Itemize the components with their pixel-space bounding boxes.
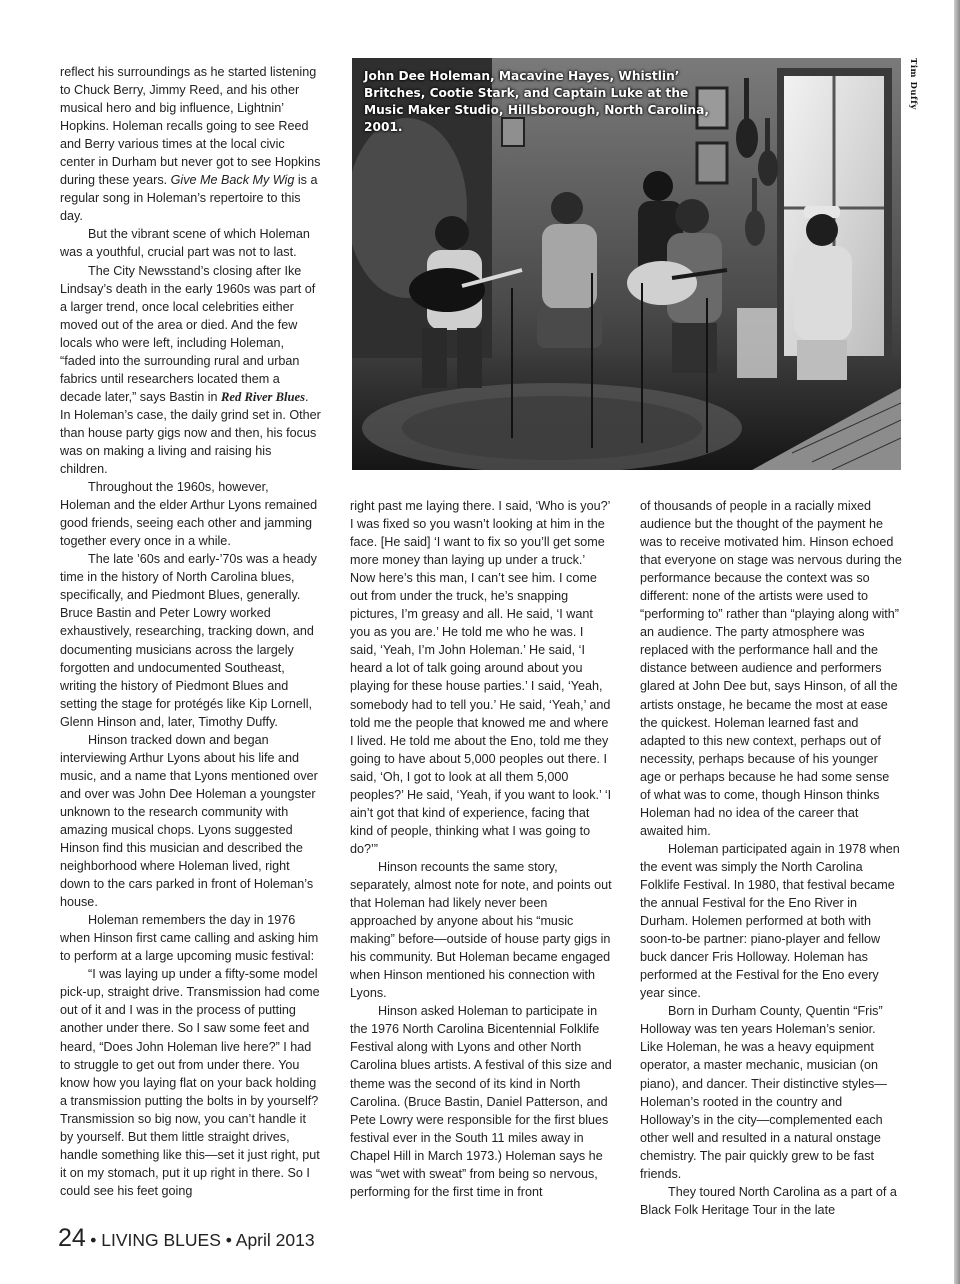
text-run: reflect his surroundings as he started listening to Chuck Berry, Jimmy Reed, and his other musical hero and big influence, Lightnin’ Hopkins. Holeman recalls going to see Reed and Berry various times at the local civic center in Durham but never got to see Hopkins during these years.: [60, 65, 321, 188]
text-column-1: [60, 63, 322, 1200]
paragraph: Hinson tracked down and began interviewing Arthur Lyons about his life and music, and a name that Lyons mentioned over and over was John Dee Holeman a youngster unknown to the research community with amazing musical chops. Lyons suggested Hinson find this musician and described the neighborhood where Holeman lived, right down to the cars parked in front of Holeman’s house.: [60, 732, 318, 910]
text-run: is a regular song in Holeman’s repertoire to this day.: [60, 173, 318, 224]
page-footer: [58, 1224, 315, 1253]
text-run: The City Newsstand’s closing after Ike Lindsay’s death in the early 1960s was part of a larger trend, once local celebrities either moved out of the area or died. And the few locals who were left, including Holeman, “faded into the surrounding rural and urban fabrics until researchers located them a decade later,” says Bastin in: [60, 263, 316, 404]
paragraph: Throughout the 1960s, however, Holeman and the elder Arthur Lyons remained good friends, seeing each other and jamming together every once in a while.: [60, 480, 318, 549]
paragraph: But the vibrant scene of which Holeman was a youthful, crucial part was not to last.: [60, 227, 310, 260]
paragraph: Holeman participated again in 1978 when the event was simply the North Carolina Folklife Festival. In 1980, that festival became the annual Festival for the Eno River in Durham. Holemen performed at both with soon-to-be partner: piano-player and fellow buck dancer Fris Holloway. Holeman has performed at the Festival for the Eno every year since.: [640, 841, 900, 1001]
photo-credit: Tim Duffy: [908, 58, 918, 110]
page-edge-shadow: [954, 0, 960, 1284]
paragraph: of thousands of people in a racially mixed audience but the thought of the payment he was to receive motivated him. Hinson echoed that everyone on stage was nervous during the performance because the context was so different: none of the artists were used to “performing to” rather than “playing along with” an audience. The party atmosphere was replaced with the performance hall and the distance between audience and performers glared at John Dee but, says Hinson, of all the artists onstage, he became the most at ease the quickest. Holeman learned fast and adapted to this new context, perhaps out of necessity, perhaps because of his younger age or perhaps because he had some sense of what was to come, though Hinson thinks Holeman had no idea of the career that awaited him.: [640, 499, 902, 838]
page-number: 24: [58, 1224, 86, 1252]
text-column-3: [640, 497, 902, 1219]
paragraph: They toured North Carolina as a part of a Black Folk Heritage Tour in the late: [640, 1184, 897, 1217]
paragraph: The late ’60s and early-’70s was a heady time in the history of North Carolina blues, specifically, and Piedmont Blues, generally. Bruce Bastin and Peter Lowry worked exhaustively, researching, tracking down, and documenting musicians across the largely forgotten and undocumented Southeast, writing the history of Piedmont Blues and setting the stage for protégés like Kip Lornell, Glenn Hinson and, later, Timothy Duffy.: [60, 552, 317, 729]
paragraph: Holeman remembers the day in 1976 when Hinson first came calling and asking him to perform at a large upcoming music festival:: [60, 913, 319, 964]
book-title: Red River Blues: [221, 389, 305, 404]
photo-caption: John Dee Holeman, Macavine Hayes, Whistlin’ Britches, Cootie Stark, and Captain Luke at the Music Maker Studio, Hillsborough, North Carolina, 2001.: [364, 69, 709, 134]
text-column-2: [350, 497, 612, 1201]
paragraph: [60, 262, 322, 479]
publication-line: • LIVING BLUES • April 2013: [90, 1230, 315, 1250]
text-run: . In Holeman’s case, the daily grind set in. Other than house party gigs now and then, his focus was on making a living and raising his children.: [60, 389, 321, 477]
paragraph: Born in Durham County, Quentin “Fris” Holloway was ten years Holeman’s senior. Like Holeman, he was a heavy equipment operator, a master mechanic, musician (on piano), and dancer. Their distinctive styles—Holeman’s rooted in the country and Holloway’s in the city—complemented each other well and resulted in a natural onstage chemistry. The pair quickly grew to be fast friends.: [640, 1004, 887, 1181]
paragraph: Hinson recounts the same story, separately, almost note for note, and points out that Holeman had likely never been approached by anyone about his “music making” before—outside of house party gigs in his community. But Holeman became engaged when Hinson mentioned his connection with Lyons.: [350, 859, 612, 1001]
quote-paragraph: right past me laying there. I said, ‘Who is you?’ I was fixed so you wasn’t looking at him in the face. [He said] ‘I want to fix so you’ll get some more money than laying up under a truck.’ Now here’s this man, I can’t see him. I come out from under the truck, he’s snapping pictures, I’m greasy and all. He said, ‘I want you as you are.’ He told me who he was. I said, ‘Yeah, I’m John Holeman.’ He said, ‘I heard a lot of talk going around about you playing for these house parties.’ I said, ‘Yeah, somebody had to tell you.’ He said, ‘Yeah,’ and told me the people that knowed me and where I lived. He told me about the Eno, told me they going to have about 5,000 peoples out there. I said, ‘Oh, I got to look at all them 5,000 peoples?’ He said, ‘Yeah, if you want to look.’ ‘I ain’t got that kind of experience, facing that kind of people, thinking what I was going to do?’”: [350, 499, 612, 856]
paragraph: Hinson asked Holeman to participate in the 1976 North Carolina Bicentennial Folklife Festival along with Lyons and other North Carolina blues artists. A festival of this size and theme was the second of its kind in North Carolina. (Bruce Bastin, Daniel Patterson, and Pete Lowry were responsible for the first blues festival ever in the South 11 miles away in Chapel Hill in March 1973.) Holeman says he was “wet with sweat” from being so nervous, performing for the first time in front: [350, 1004, 612, 1199]
photo: [352, 58, 901, 470]
song-title: Give Me Back My Wig: [170, 173, 295, 188]
quote-paragraph: “I was laying up under a fifty-some model pick-up, straight drive. Transmission had come out of it and I was in the process of putting another under there. So I saw some feet and heard, “Does John Holeman live here?” I had to struggle to get out from under there. You know how you laying flat on your back holding a transmission putting the bolts in by yourself? Transmission so big now, you can’t handle it by yourself. But them little straight drives, handle something like this—set it just right, put it on my stomach, put it up right in there. So I could see his feet going: [60, 967, 320, 1198]
paragraph: [60, 63, 322, 225]
